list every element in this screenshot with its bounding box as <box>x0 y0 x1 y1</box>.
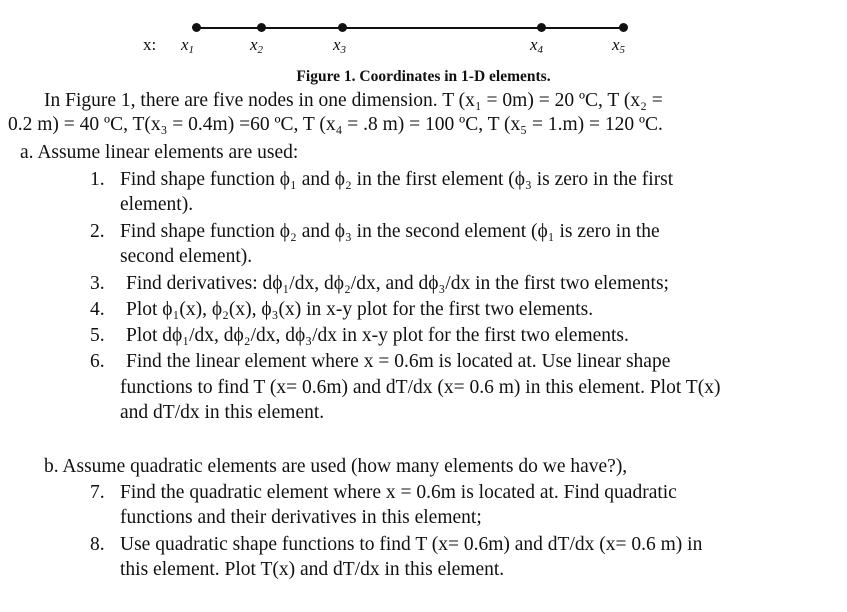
item-text: and dT/dx in this element. <box>120 402 325 423</box>
figure-1d-elements <box>0 0 847 90</box>
node-dot <box>257 23 266 32</box>
item-text: Find derivatives: dϕ₁/dx, dϕ₂/dx, and dϕ₃/dx in the first two elements; <box>126 273 669 294</box>
node-label: $x_2$ <box>250 35 264 56</box>
item-text: Find shape function ϕ₂ and ϕ₃ in the second element (ϕ₁ is zero in the <box>120 221 660 242</box>
node-dot <box>619 23 628 32</box>
axis-prefix: x: <box>143 35 157 54</box>
part-a-heading: a. Assume linear elements are used: <box>20 142 299 163</box>
item-text: Find the linear element where x = 0.6m is located at. Use linear shape <box>126 351 671 372</box>
intro-line-2: 0.2 m) = 40 ºC, T(x₃ = 0.4m) =60 ºC, T (x₄ = .8 m) = 100 ºC, T (x₅ = 1.m) = 120 ºC. <box>8 114 663 135</box>
intro-line-1: In Figure 1, there are five nodes in one dimension. T (x₁ = 0m) = 20 ºC, T (x₂ = <box>44 90 663 111</box>
item-number: 2. <box>90 221 105 242</box>
item-number: 6. <box>90 351 105 372</box>
item-text: Find the quadratic element where x = 0.6m is located at. Find quadratic <box>120 482 677 503</box>
node-label: $x_1$ <box>181 35 195 56</box>
figure-caption: Figure 1. Coordinates in 1-D elements. <box>296 68 551 85</box>
node-label: $x_4$ <box>530 35 544 56</box>
node-dot <box>537 23 546 32</box>
item-text: Use quadratic shape functions to find T (x= 0.6m) and dT/dx (x= 0.6 m) in <box>120 534 703 555</box>
node-dot <box>192 23 201 32</box>
item-text: this element. Plot T(x) and dT/dx in this element. <box>120 559 505 580</box>
part-b-heading: b. Assume quadratic elements are used (how many elements do we have?), <box>44 456 628 477</box>
item-number: 7. <box>90 482 105 503</box>
item-text: functions and their derivatives in this element; <box>120 507 482 528</box>
item-text: Plot dϕ₁/dx, dϕ₂/dx, dϕ₃/dx in x-y plot for the first two elements. <box>126 325 629 346</box>
item-number: 1. <box>90 169 105 190</box>
item-text: element). <box>120 194 194 215</box>
item-number: 4. <box>90 299 105 320</box>
node-dot <box>338 23 347 32</box>
item-number: 5. <box>90 325 105 346</box>
node-label: $x_5$ <box>612 35 626 56</box>
item-number: 3. <box>90 273 105 294</box>
item-number: 8. <box>90 534 105 555</box>
item-text: functions to find T (x= 0.6m) and dT/dx (x= 0.6 m) in this element. Plot T(x) <box>120 377 721 398</box>
node-label: $x_3$ <box>333 35 347 56</box>
item-text: Plot ϕ₁(x), ϕ₂(x), ϕ₃(x) in x-y plot for the first two elements. <box>126 299 594 320</box>
item-text: second element). <box>120 246 253 267</box>
item-text: Find shape function ϕ₁ and ϕ₂ in the first element (ϕ₃ is zero in the first <box>120 169 674 190</box>
